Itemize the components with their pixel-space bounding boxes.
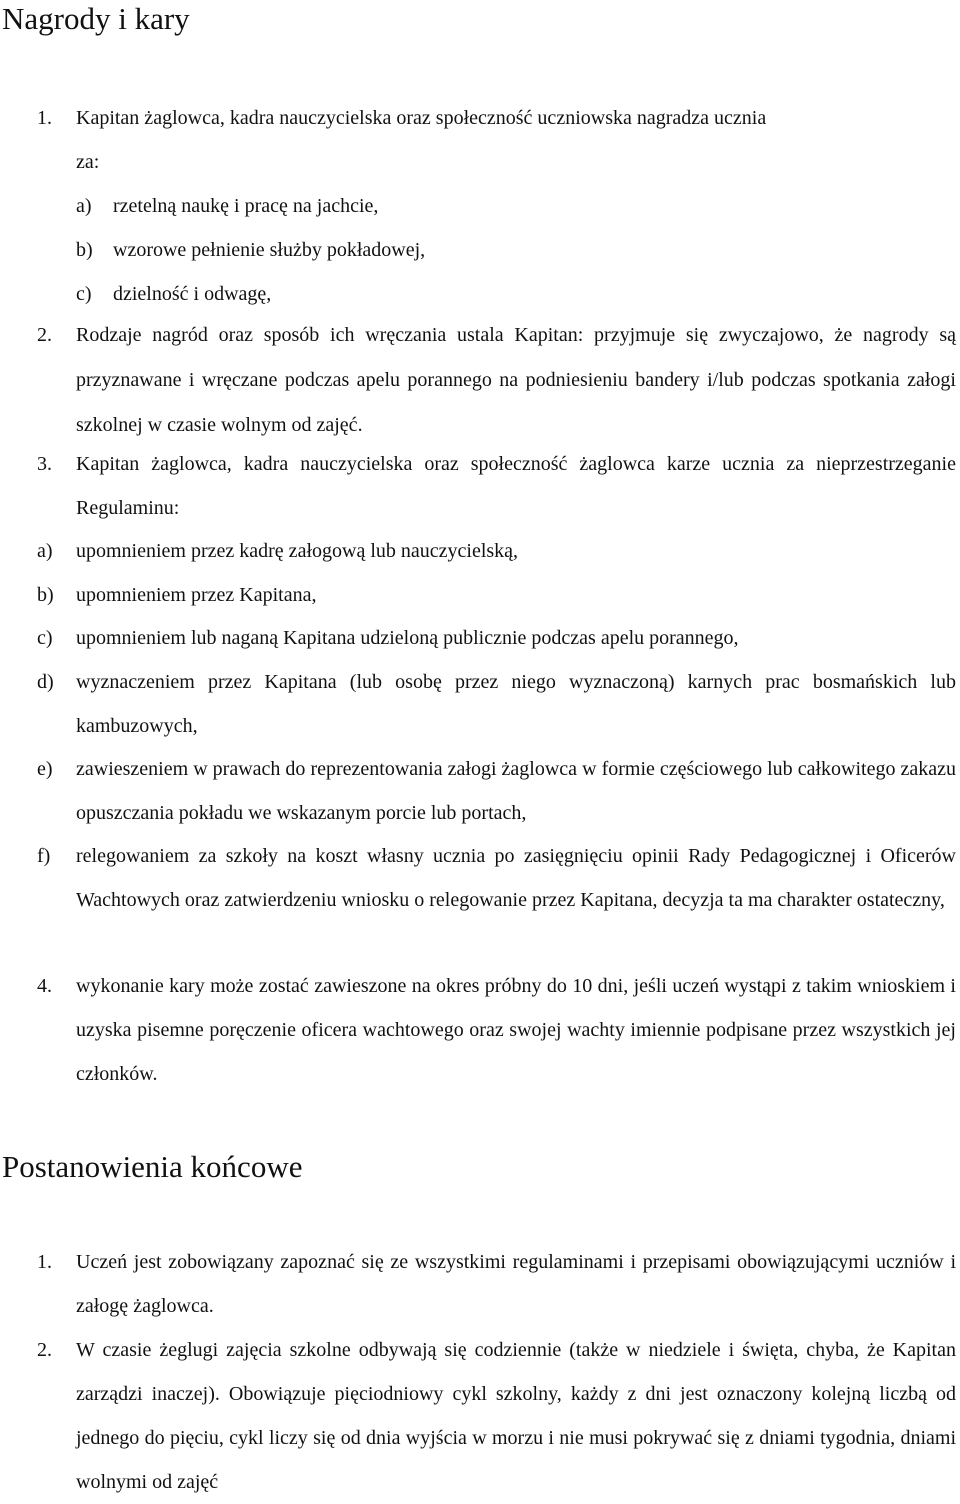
sub-item-label: e) [37,758,53,781]
item-number: 1. [37,107,52,129]
rewards-item-1 [0,96,960,316]
sub-item-c [0,272,956,316]
sub-item-label: a) [76,195,92,217]
punishments-item-3 [0,443,960,923]
item-number: 1. [37,1251,52,1273]
list-item [0,96,956,184]
final-item-1 [0,1240,960,1328]
sub-item-b [0,228,956,272]
section-heading-rewards: Nagrody i kary [2,1,190,36]
sub-item-text: zawieszeniem w prawach do reprezentowania załogi żaglowca w formie częściowego lub całkowitego zakazu opuszczania pokładu we wskazanym porcie lub portach, [76,758,956,824]
item-text: wykonanie kary może zostać zawieszone na okres próbny do 10 dni, jeśli uczeń wystąpi z takim wnioskiem i uzyska pisemne poręczenie oficera wachtowego oraz swojej wachty imiennie podpisane przez wszystkich jej członków. [76,975,956,1085]
rewards-item-2 [0,313,960,448]
list-item [0,964,956,1096]
item-text-line-1: Kapitan żaglowca, kadra nauczycielska oraz społeczność uczniowska nagradza ucznia [76,107,767,129]
sub-item-label: a) [37,540,53,563]
sub-item-label: f) [37,845,51,868]
final-item-2 [0,1328,960,1504]
sub-item-a [0,530,956,574]
sub-item-b [0,574,956,618]
sub-item-c [0,617,956,661]
sub-item-text: wzorowe pełnienie służby pokładowej, [113,239,426,261]
sub-item-label: d) [37,670,54,693]
list-item [0,1328,956,1504]
item-text: W czasie żeglugi zajęcia szkolne odbywają się codziennie (także w niedziele i święta, chyba, że Kapitan zarządzi inaczej). Obowiązuje pięciodniowy cykl szkolny, każdy z dni jest oznaczony kolejną liczbą od jednego do pięciu, cykl liczy się od dnia wyjścia w morzu i nie musi pokrywać się z dniami tygodnia, dniami wolnymi od zajęć [76,1339,956,1493]
sub-item-text: upomnieniem lub naganą Kapitana udzieloną publicznie podczas apelu porannego, [76,627,739,650]
item-text: Rodzaje nagród oraz sposób ich wręczania ustala Kapitan: przyjmuje się zwyczajowo, że nagrody są przyznawane i wręczane podczas apelu porannego na podniesieniu bandery i/lub podczas spotkania załogi szkolnej w czasie wolnym od zajęć. [76,324,956,436]
item-text: Uczeń jest zobowiązany zapoznać się ze wszystkimi regulaminami i przepisami obowiązującymi uczniów i załogę żaglowca. [76,1251,956,1317]
item-number: 2. [37,324,52,346]
sub-item-d [0,661,956,748]
sub-item-label: c) [76,283,92,305]
sub-item-label: b) [76,239,93,261]
sub-item-a [0,184,956,228]
list-item [0,313,956,448]
sub-item-e [0,748,956,835]
sub-item-label: c) [37,627,53,650]
item-number: 2. [37,1339,52,1361]
sub-item-f [0,835,956,922]
item-text: Kapitan żaglowca, kadra nauczycielska oraz społeczność żaglowca karze ucznia za nieprzestrzeganie Regulaminu: [76,453,956,519]
sub-item-text: dzielność i odwagę, [113,283,272,305]
item-number: 4. [37,975,52,997]
punishments-item-4 [0,964,960,1096]
sub-item-text: relegowaniem za szkoły na koszt własny ucznia po zasięgnięciu opinii Rady Pedagogicznej i Oficerów Wachtowych oraz zatwierdzeniu wniosku o relegowanie przez Kapitana, decyzja ta ma charakter ostateczny, [76,845,956,911]
item-number: 3. [37,453,52,475]
sub-item-text: rzetelną naukę i pracę na jachcie, [113,195,379,217]
list-item [0,443,956,530]
sub-item-label: b) [37,583,54,606]
sub-item-text: wyznaczeniem przez Kapitana (lub osobę przez niego wyznaczoną) karnych prac bosmańskich lub kambuzowych, [76,670,956,737]
item-text-line-2: za: [76,151,100,173]
sub-item-text: upomnieniem przez kadrę załogową lub nauczycielską, [76,540,519,563]
sub-item-text: upomnieniem przez Kapitana, [76,583,317,606]
section-heading-final-provisions: Postanowienia końcowe [2,1149,303,1184]
list-item [0,1240,956,1328]
